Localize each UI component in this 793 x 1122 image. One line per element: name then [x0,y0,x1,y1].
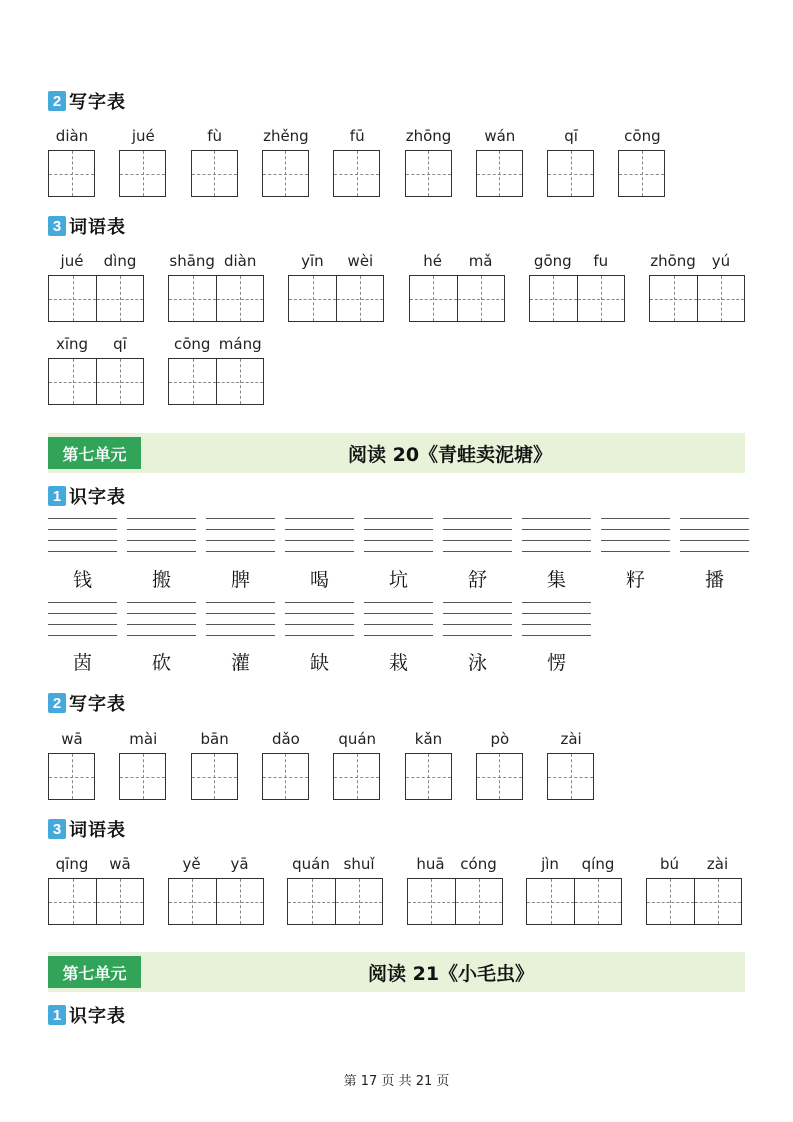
pinyin-label: fū [349,127,365,145]
writing-box [119,753,166,800]
pinyin-label: shuǐ [343,855,375,873]
writing-box [48,275,96,322]
pinyin-label: zài [560,730,582,748]
pinyin-label: qíng [581,855,615,873]
section-number: 2 [48,693,66,713]
writing-box [336,275,384,322]
writing-box [119,150,166,197]
unit-title: 阅读 20《青蛙卖泥塘》 [348,443,553,466]
pinyin-label: kǎn [414,730,443,748]
section-header-words-2 [48,818,126,840]
writing-box [476,753,523,800]
writing-box [407,878,455,925]
pinyin-writing-lines [680,518,749,552]
pinyin-label: yú [711,252,731,270]
writing-box [335,878,383,925]
pinyin-label: bú [659,855,680,873]
writing-box [577,275,625,322]
writing-box [262,753,309,800]
unit-tag: 第七单元 [48,437,141,469]
pinyin-writing-lines [127,518,196,552]
section-number: 3 [48,819,66,839]
pinyin-writing-lines [443,518,512,552]
character: 泳 [467,652,487,674]
pinyin-label: fu [593,252,609,270]
pinyin-label: shāng [169,252,215,270]
unit-title: 阅读 21《小毛虫》 [368,962,535,985]
pinyin-writing-lines [206,518,275,552]
pinyin-label: zhōng [650,252,696,270]
character: 脾 [230,569,250,591]
pinyin-writing-lines [285,602,354,636]
pinyin-label: diàn [223,252,257,270]
pinyin-label: yě [182,855,201,873]
writing-box [476,150,523,197]
character: 籽 [625,569,645,591]
section-header-write-2 [48,692,126,714]
pinyin-label: bān [200,730,229,748]
writing-box [547,753,594,800]
section-number: 1 [48,486,66,506]
pinyin-writing-lines [48,602,117,636]
character: 钱 [72,569,92,591]
writing-box [168,878,216,925]
unit-banner-21 [48,952,745,992]
writing-box [618,150,665,197]
pinyin-writing-lines [601,518,670,552]
writing-box [697,275,745,322]
section-header-recognize-1 [48,485,126,507]
pinyin-label: dǎo [271,730,300,748]
pinyin-label: zài [706,855,729,873]
section-number: 2 [48,91,66,111]
character: 缺 [309,652,329,674]
writing-box [694,878,742,925]
section-number: 1 [48,1005,66,1025]
pinyin-label: yā [230,855,249,873]
section-header-write-1 [48,90,126,112]
unit-banner-20 [48,433,745,473]
pinyin-label: gōng [533,252,572,270]
pinyin-label: pò [490,730,510,748]
section-number: 3 [48,216,66,236]
writing-box [405,150,452,197]
section-header-words-1 [48,215,126,237]
section-label: 写字表 [69,92,126,113]
character: 茵 [72,652,92,674]
section-label: 识字表 [69,1006,126,1027]
writing-box [48,753,95,800]
writing-box [574,878,622,925]
writing-box [191,753,238,800]
pinyin-writing-lines [364,518,433,552]
character: 集 [546,569,566,591]
writing-box [287,878,335,925]
pinyin-writing-lines [364,602,433,636]
pinyin-label: wán [484,127,516,145]
writing-box [168,275,216,322]
writing-box [649,275,697,322]
section-label: 词语表 [69,217,126,238]
pinyin-label: jué [131,127,155,145]
pinyin-label: máng [218,335,262,353]
character: 搬 [151,569,171,591]
writing-box [262,150,309,197]
character: 栽 [388,652,408,674]
writing-box [96,275,144,322]
pinyin-label: wèi [347,252,374,270]
writing-box [48,878,96,925]
character: 愣 [546,652,566,674]
pinyin-label: fù [207,127,222,145]
writing-box [191,150,238,197]
pinyin-label: quán [338,730,377,748]
character: 喝 [309,569,329,591]
pinyin-writing-lines [127,602,196,636]
pinyin-label: mài [129,730,158,748]
character: 播 [704,569,724,591]
pinyin-label: xīng [55,335,89,353]
section-label: 识字表 [69,487,126,508]
pinyin-label: wā [61,730,83,748]
character: 舒 [467,569,487,591]
pinyin-label: cōng [173,335,211,353]
pinyin-label: jué [60,252,84,270]
pinyin-writing-lines [522,602,591,636]
page-footer: 第 17 页 共 21 页 [343,1074,450,1089]
pinyin-label: wā [109,855,131,873]
pinyin-label: qī [564,127,578,145]
pinyin-label: cōng [624,127,661,145]
pinyin-label: zhěng [263,127,309,145]
pinyin-label: zhōng [405,127,452,145]
pinyin-label: jìn [541,855,559,873]
writing-box [216,275,264,322]
writing-box [48,358,96,405]
writing-box [409,275,457,322]
pinyin-writing-lines [48,518,117,552]
pinyin-writing-lines [522,518,591,552]
writing-box [405,753,452,800]
pinyin-label: dìng [103,252,137,270]
section-label: 写字表 [69,694,126,715]
pinyin-label: yīn [301,252,324,270]
pinyin-label: qī [113,335,127,353]
unit-tag: 第七单元 [48,956,141,988]
pinyin-writing-lines [285,518,354,552]
pinyin-label: mǎ [468,252,493,270]
writing-box [526,878,574,925]
pinyin-label: qīng [55,855,89,873]
writing-box [48,150,95,197]
section-header-recognize-2 [48,1004,126,1026]
writing-box [168,358,216,405]
character: 砍 [151,652,171,674]
section-label: 词语表 [69,820,126,841]
pinyin-label: huā [416,855,445,873]
character: 灌 [230,652,250,674]
writing-box [457,275,505,322]
writing-box [547,150,594,197]
writing-box [333,150,380,197]
writing-box [216,358,264,405]
writing-box [333,753,380,800]
pinyin-label: quán [292,855,330,873]
writing-box [646,878,694,925]
pinyin-label: cóng [460,855,497,873]
character: 坑 [388,569,408,591]
writing-box [96,878,144,925]
pinyin-writing-lines [206,602,275,636]
pinyin-label: hé [423,252,442,270]
pinyin-label: diàn [55,127,89,145]
writing-box [455,878,503,925]
writing-box [529,275,577,322]
pinyin-writing-lines [443,602,512,636]
writing-box [288,275,336,322]
writing-box [96,358,144,405]
writing-box [216,878,264,925]
